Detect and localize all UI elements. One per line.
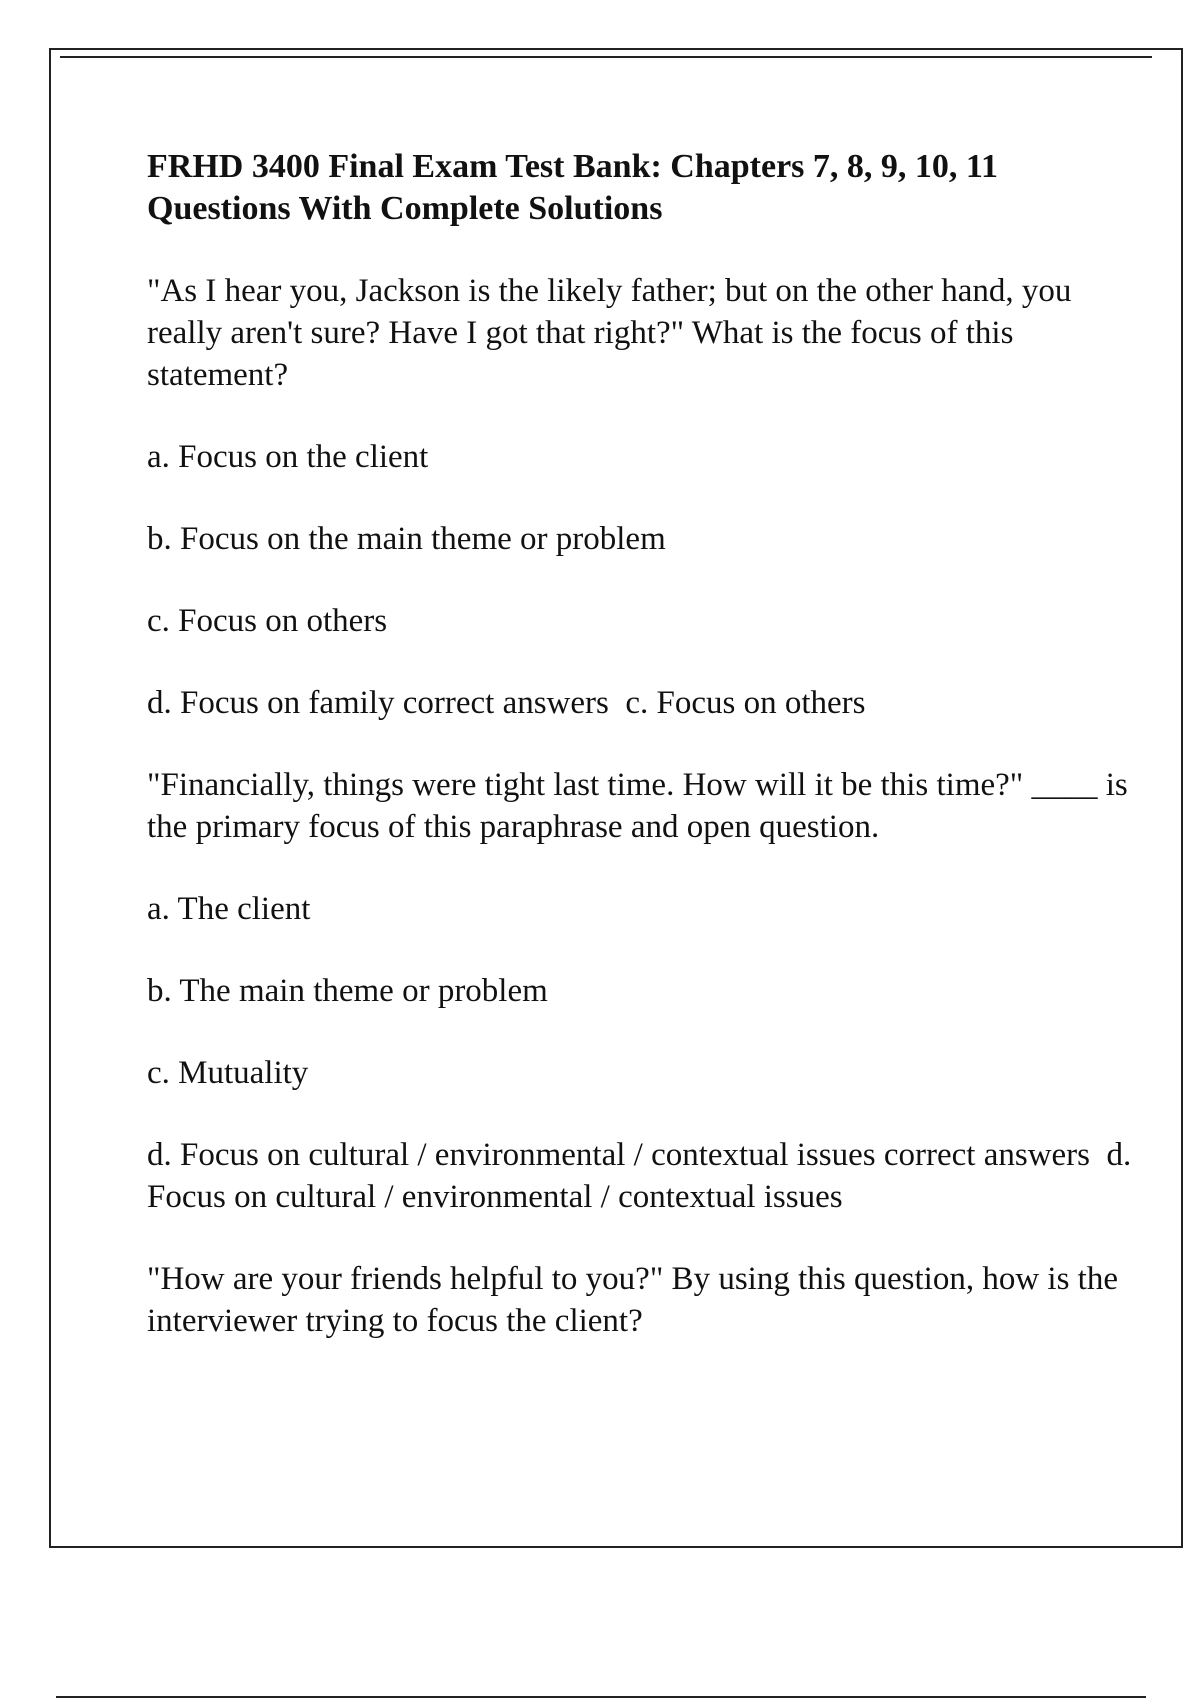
question-1-option-b: b. Focus on the main theme or problem [147, 521, 666, 557]
title-line-1: FRHD 3400 Final Exam Test Bank: Chapters 7, 8, 9, 10, 11 [147, 148, 999, 185]
question-1-option-a: a. Focus on the client [147, 439, 429, 475]
question-2: "Financially, things were tight last time. How will it be this time?" ____ is the primary focus of this paraphrase and open question. [147, 767, 1137, 845]
title-line-2: Questions With Complete Solutions [147, 190, 663, 227]
question-1-option-d-answer: d. Focus on family correct answers c. Focus on others [147, 685, 866, 721]
page-frame [49, 48, 1183, 1548]
question-1-option-c: c. Focus on others [147, 603, 388, 639]
question-2-option-d-answer: d. Focus on cultural / environmental / contextual issues correct answers d. Focus on cultural / environmental / contextual issues [147, 1137, 1140, 1215]
question-2-option-a: a. The client [147, 891, 311, 927]
question-1: "As I hear you, Jackson is the likely father; but on the other hand, you really aren't sure? Have I got that right?" What is the focus of this statement? [147, 273, 1080, 393]
footer-rule [56, 1696, 1146, 1698]
top-rule [60, 56, 1152, 58]
document-title [147, 146, 1147, 230]
document-body [147, 146, 1147, 1382]
question-2-option-c: c. Mutuality [147, 1055, 309, 1091]
question-3: "How are your friends helpful to you?" By using this question, how is the interviewer trying to focus the client? [147, 1261, 1127, 1339]
question-2-option-b: b. The main theme or problem [147, 973, 548, 1009]
